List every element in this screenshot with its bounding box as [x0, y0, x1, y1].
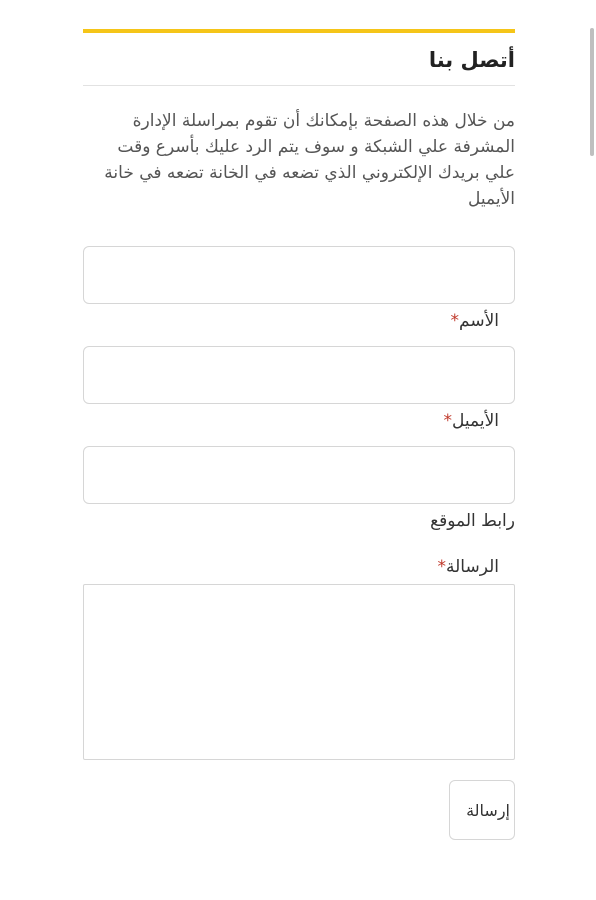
email-input[interactable] [83, 346, 515, 404]
submit-button[interactable]: إرسالة [449, 780, 515, 840]
required-mark: * [450, 311, 460, 331]
required-mark: * [437, 557, 446, 577]
name-input[interactable] [83, 246, 515, 304]
page-title: أتصل بنا [428, 48, 515, 72]
message-label-text: الرسالة [445, 557, 499, 577]
name-label [83, 308, 515, 334]
email-label [83, 408, 515, 434]
website-label-text: رابط الموقع [430, 511, 515, 531]
website-input[interactable] [83, 446, 515, 504]
email-label-text: الأيميل [452, 411, 499, 431]
scrollbar[interactable] [590, 28, 594, 156]
contact-widget [83, 29, 515, 840]
website-label [83, 508, 515, 534]
submit-row [83, 780, 515, 840]
message-label [83, 554, 515, 580]
title-divider [83, 85, 515, 86]
message-textarea[interactable] [83, 584, 515, 760]
intro-text: من خلال هذه الصفحة بإمكانك أن تقوم بمراسلة الإدارة المشرفة علي الشبكة و سوف يتم الرد عليك بأسرع وقت علي بريدك الإلكتروني الذي تضعه في الخانة تضعه في خانة الأيميل [104, 111, 515, 209]
name-label-text: الأسم [459, 311, 499, 331]
required-mark: * [443, 411, 453, 431]
